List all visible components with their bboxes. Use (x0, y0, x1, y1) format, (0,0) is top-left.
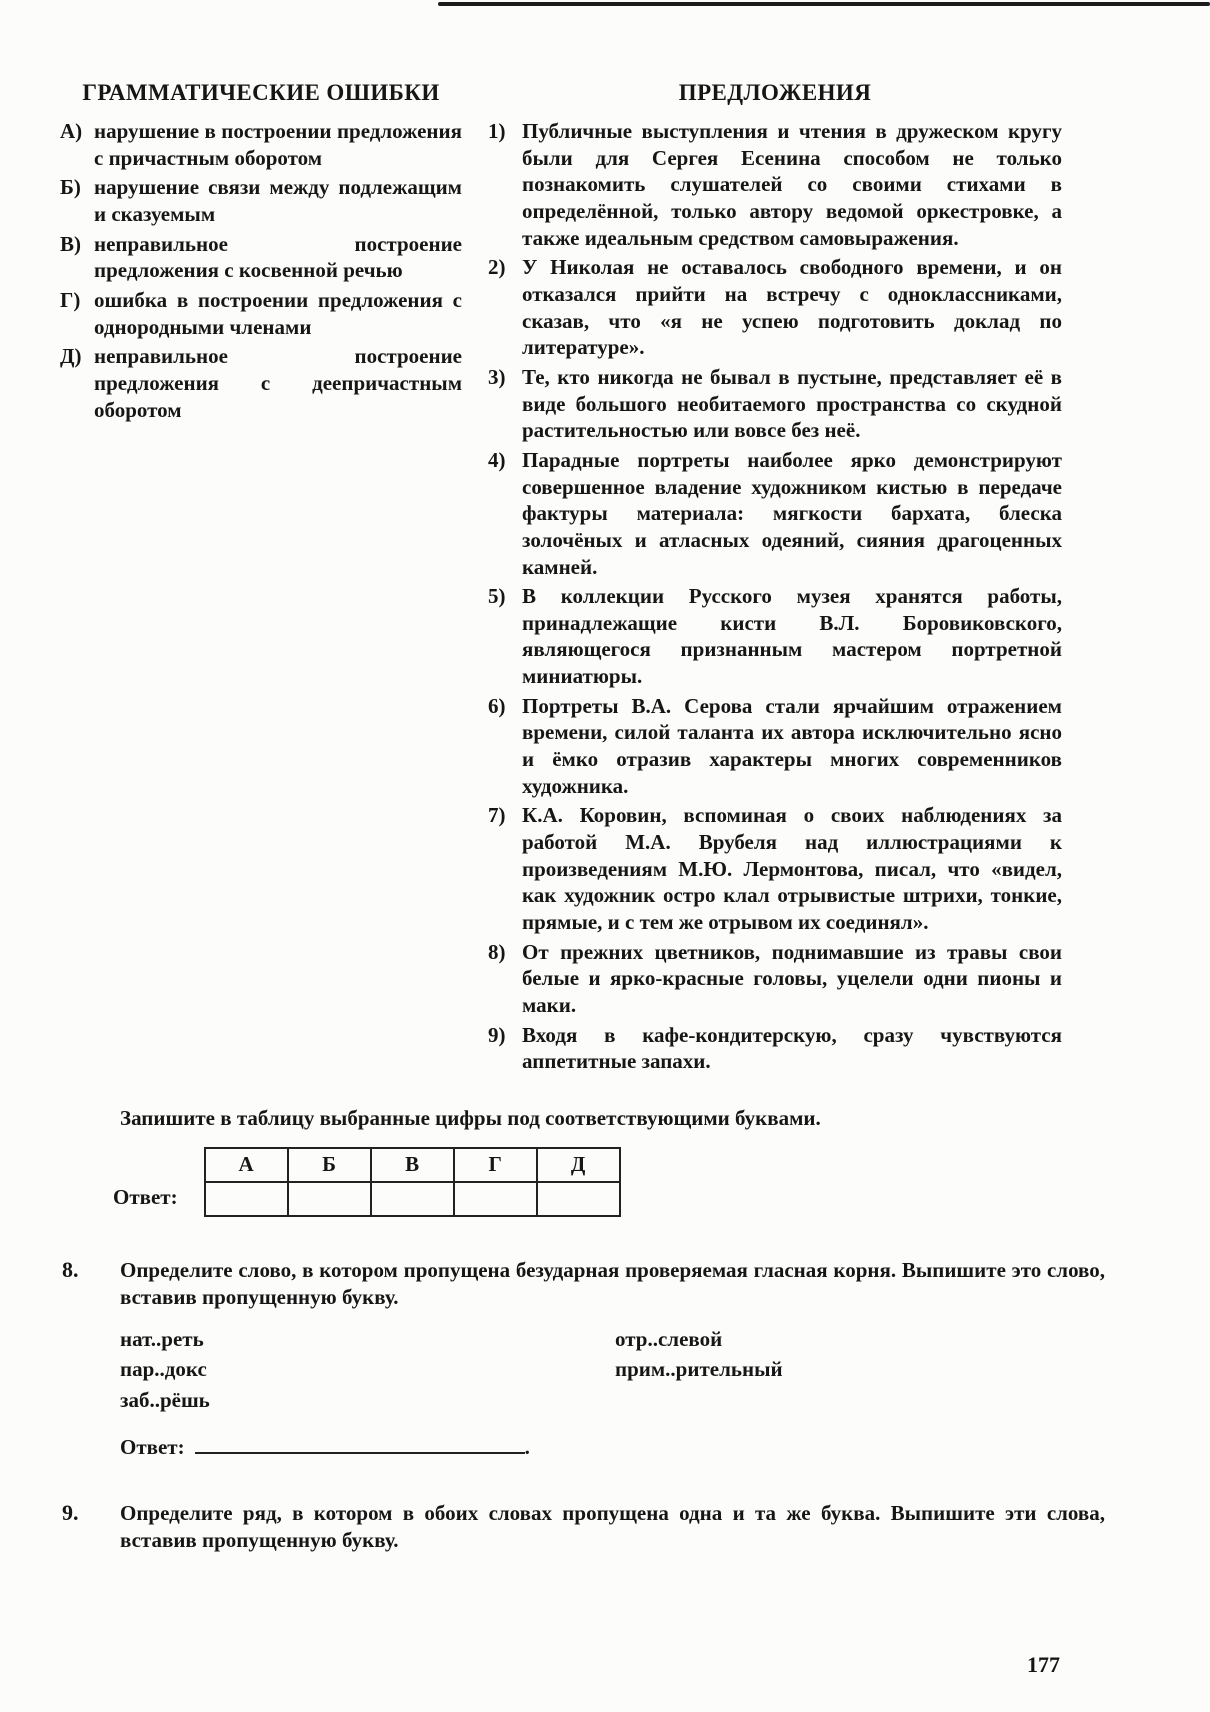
grammar-item-letter: Д) (60, 344, 82, 369)
word-item: заб..рёшь (120, 1387, 210, 1412)
grammar-item (60, 231, 462, 284)
answer-table-block (113, 1147, 1210, 1217)
answer-table-input-cell (371, 1182, 454, 1216)
answer-table-input-cell (454, 1182, 537, 1216)
answer-line-period: . (524, 1434, 530, 1459)
grammar-item (60, 174, 462, 227)
answer-table-header-cell: Г (454, 1148, 537, 1182)
sentence-item (488, 939, 1062, 1019)
answer-label: Ответ: (120, 1434, 185, 1459)
grammar-item-text: нарушение в построении предложения с причастным оборотом (94, 119, 462, 170)
answer-table-input-cell (205, 1182, 288, 1216)
word-item: прим..рительный (615, 1357, 783, 1382)
answer-table-input-row (205, 1182, 620, 1216)
grammar-item-text: неправильное построение предложения с деепричастным оборотом (94, 344, 462, 422)
answer-table (204, 1147, 621, 1217)
grammar-item (60, 343, 462, 423)
task-9-text: Определите ряд, в котором в обоих словах пропущена одна и та же буква. Выпишите эти слова, вставив пропущенную букву. (120, 1500, 1105, 1552)
task-9 (0, 1500, 1210, 1555)
answer-table-header-cell: В (371, 1148, 454, 1182)
sentence-text: Парадные портреты наиболее ярко демонстрируют совершенное владение художником кистью в передаче фактуры материала: мягкости бархата, блеска золочёных и атласных одеяний, сияния драгоценных камней. (522, 447, 1062, 579)
sentence-number: 4) (488, 447, 506, 472)
sentence-text: Те, кто никогда не бывал в пустыне, представляет её в виде большого необитаемого пространства со скудной растительностью или вовсе без неё. (522, 364, 1062, 443)
answer-table-header-row (205, 1148, 620, 1182)
sentence-text: В коллекции Русского музея хранятся работы, принадлежащие кисти В.Л. Боровиковского, являющегося признанным мастером портретной миниатюры. (522, 584, 1062, 689)
sentence-number: 1) (488, 119, 506, 143)
grammar-item-text: неправильное построение предложения с косвенной речью (94, 231, 462, 283)
sentence-item (488, 802, 1062, 935)
grammar-item-letter: В) (60, 231, 81, 256)
sentence-item (488, 583, 1062, 690)
sentence-text: Портреты В.А. Серова стали ярчайшим отражением времени, силой таланта их автора исключительно ясно и ёмко отразив характеры многих современников художника. (522, 693, 1062, 798)
answer-table-header-cell: А (205, 1148, 288, 1182)
task-8-text: Определите слово, в котором пропущена безударная проверяемая гласная корня. Выпишите это слово, вставив пропущенную букву. (120, 1257, 1105, 1310)
answer-table-header-cell: Б (288, 1148, 371, 1182)
grammar-item-text: нарушение связи между подлежащим и сказуемым (94, 175, 462, 226)
task-8 (0, 1257, 1210, 1312)
task-8-answer-line (120, 1434, 1210, 1460)
grammar-item (60, 118, 462, 171)
sentence-number: 5) (488, 584, 506, 609)
sentence-number: 2) (488, 255, 506, 280)
grammar-errors-column (60, 80, 462, 1078)
grammar-item-letter: А) (60, 119, 83, 143)
sentence-text: Публичные выступления и чтения в дружеском кругу были для Сергея Есенина способом не только познакомить слушателей со своими стихами в определённой, только автору ведомой оркестровке, а также идеальным средством самовыражения. (522, 119, 1062, 250)
word-item: пар..докс (120, 1357, 207, 1382)
task-8-words (120, 1324, 1105, 1416)
words-column-right (615, 1324, 1105, 1416)
table-fill-instruction: Запишите в таблицу выбранные цифры под соответствующими буквами. (120, 1105, 821, 1130)
sentence-item (488, 1022, 1062, 1075)
answer-table-input-cell (537, 1182, 620, 1216)
sentence-number: 3) (488, 364, 506, 389)
answer-table-header-cell: Д (537, 1148, 620, 1182)
sentences-header: ПРЕДЛОЖЕНИЯ (678, 80, 872, 105)
page-number: 177 (1027, 1652, 1060, 1677)
sentence-text: От прежних цветников, поднимавшие из травы свои белые и ярко-красные головы, уцелели одни пионы и маки. (522, 939, 1062, 1017)
scan-artifact-line (438, 2, 1210, 6)
sentence-item (488, 118, 1062, 251)
sentence-item (488, 364, 1062, 444)
sentence-number: 6) (488, 693, 506, 718)
sentence-text: У Николая не оставалось свободного времени, и он отказался прийти на встречу с одноклассниками, сказав, что «я не успею подготовить доклад по литературе». (522, 255, 1062, 360)
sentence-item (488, 693, 1062, 800)
sentences-column (488, 80, 1062, 1078)
answer-table-input-cell (288, 1182, 371, 1216)
word-item: отр..слевой (615, 1326, 723, 1351)
sentence-item (488, 447, 1062, 580)
sentence-item (488, 254, 1062, 361)
grammar-item-letter: Г) (60, 287, 81, 312)
answer-label: Ответ: (113, 1184, 178, 1209)
grammar-errors-header: ГРАММАТИЧЕСКИЕ ОШИБКИ (82, 80, 440, 105)
sentence-number: 9) (488, 1022, 506, 1047)
sentence-text: Входя в кафе-кондитерскую, сразу чувствуются аппетитные запахи. (522, 1022, 1062, 1074)
sentence-number: 8) (488, 939, 506, 964)
grammar-item-text: ошибка в построении предложения с однородными членами (94, 287, 462, 339)
answer-blank (195, 1434, 525, 1454)
word-item: нат..реть (120, 1326, 204, 1351)
grammar-item (60, 287, 462, 340)
task-8-number: 8. (62, 1256, 79, 1282)
sentence-text: К.А. Коровин, вспоминая о своих наблюдениях за работой М.А. Врубеля над иллюстрациями к произведениям М.Ю. Лермонтова, писал, что «видел, как художник остро клал отрывистые штрихи, тонкие, прямые, и с тем же отрывом их соединял». (522, 803, 1062, 935)
task-9-number: 9. (62, 1499, 79, 1525)
words-column-left (120, 1324, 615, 1416)
sentence-number: 7) (488, 803, 506, 828)
grammar-item-letter: Б) (60, 175, 81, 200)
